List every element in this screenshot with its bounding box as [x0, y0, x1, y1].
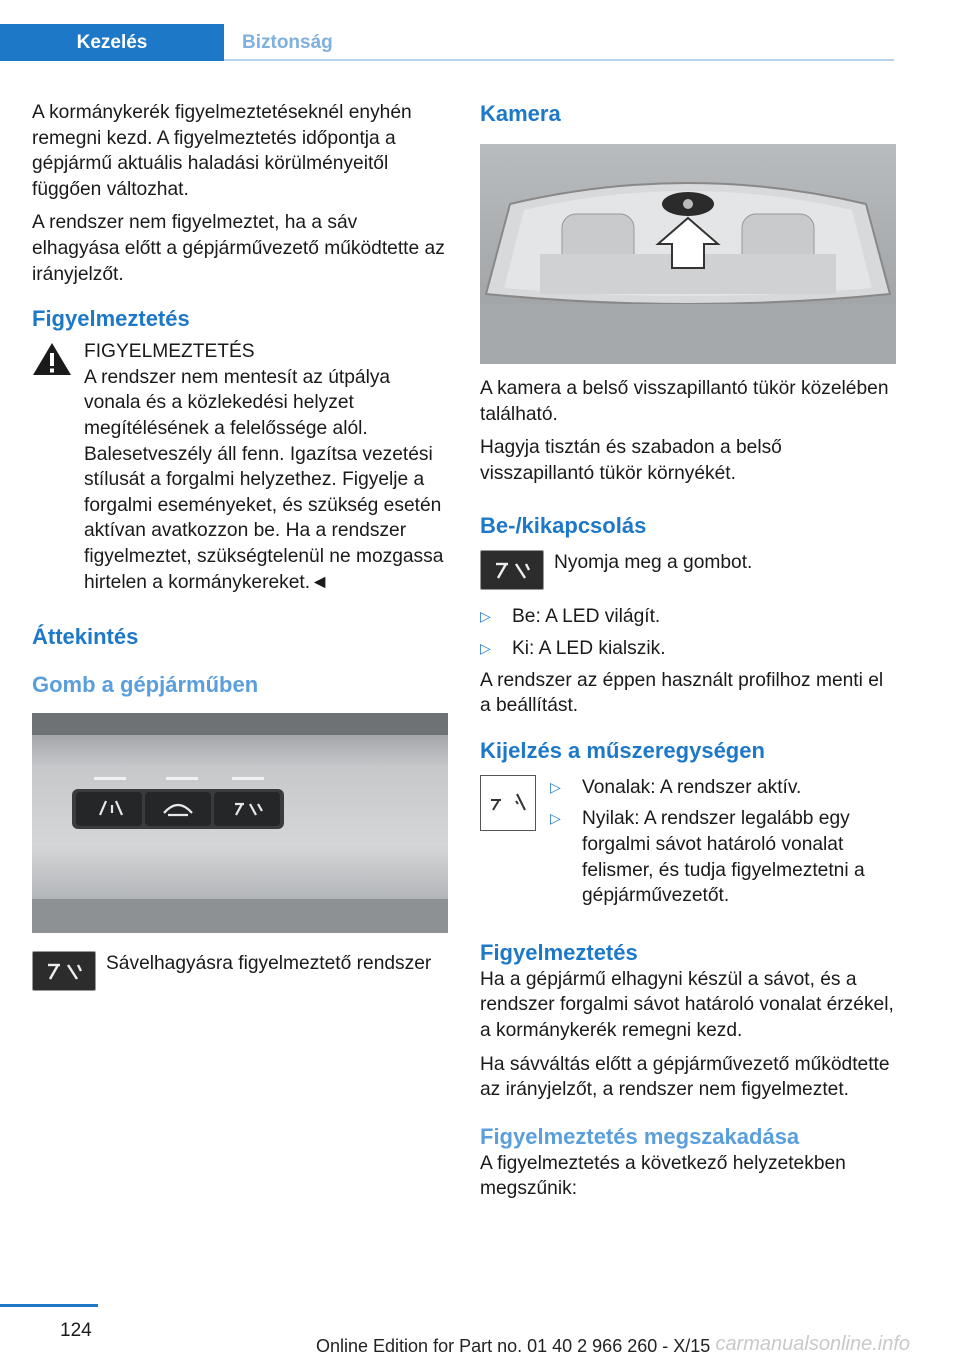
lane-departure-button-icon	[480, 550, 544, 590]
footer-rule	[0, 1304, 98, 1307]
left-column	[32, 100, 448, 991]
warning-block	[32, 339, 448, 595]
button-panel-photo	[32, 713, 448, 933]
heading-camera: Kamera	[480, 101, 561, 126]
heading-button-in-vehicle: Gomb a gépjárműben	[32, 672, 259, 698]
triangle-bullet-icon: ▷	[550, 778, 561, 795]
list-item: ▷ Be: A LED világít.	[480, 604, 896, 630]
lane-lines-display-icon	[480, 775, 536, 831]
display-list	[536, 775, 896, 915]
heading-on-off: Be-/kikapcsolás	[480, 513, 647, 539]
paragraph: A figyelmeztetés a következő helyzetekben megszűnik:	[480, 1152, 846, 1200]
list-item: ▷ Nyilak: A rendszer legalább egy forgalmi sávot határoló vonalat felismer, és tudja figyelmeztetni a gépjárművezetőt.	[550, 808, 865, 907]
paragraph: A kamera a belső visszapillantó tükör közelében található.	[480, 378, 889, 425]
right-column	[480, 100, 896, 1210]
page-number: 124	[60, 1320, 92, 1341]
warning-text	[84, 365, 448, 595]
triangle-bullet-icon: ▷	[550, 810, 561, 827]
triangle-bullet-icon: ▷	[480, 639, 491, 656]
heading-display: Kijelzés a műszeregységen	[480, 737, 765, 763]
watermark: carmanualsonline.info	[715, 1333, 910, 1355]
list-item: ▷ Vonalak: A rendszer aktív.	[550, 775, 896, 801]
tab-rule	[224, 59, 894, 61]
tab-biztonsag[interactable]: Biztonság	[242, 31, 333, 53]
paragraph: A rendszer nem figyelmeztet, ha a sáv elhagyása előtt a gépjárművezető működtette az irányjelzőt.	[32, 212, 445, 285]
heading-warning: Figyelmeztetés	[32, 306, 190, 332]
heading-overview: Áttekintés	[32, 624, 139, 650]
button-caption-row	[32, 951, 448, 991]
display-row	[480, 775, 896, 915]
paragraph: Ha sávváltás előtt a gépjárművezető működtette az irányjelzőt, a rendszer nem figyelmeztet.	[480, 1053, 890, 1101]
tab-kezeles[interactable]: Kezelés	[0, 24, 224, 61]
button-caption: Sávelhagyásra figyelmeztető rendszer	[106, 953, 432, 975]
triangle-bullet-icon: ▷	[480, 608, 491, 625]
paragraph: Ha a gépjármű elhagyni készül a sávot, és a rendszer forgalmi sávot határoló vonalat érzékel, a kormánykerék remegni kezd.	[480, 968, 894, 1041]
paragraph: Hagyja tisztán és szabadon a belső visszapillantó tükör környékét.	[480, 437, 782, 484]
on-off-list	[480, 604, 896, 661]
header-tabs	[0, 24, 894, 62]
list-item: ▷ Ki: A LED kialszik.	[480, 636, 896, 662]
warning-text-content: A rendszer nem mentesít az útpálya vonala és a közlekedési helyzet megítélésének a felelőssége alól. Balesetveszély áll fenn. Igazítsa vezetési stílusát a forgalmi helyzethez. Figyelje a forgalmi eseményeket, és szükség esetén aktívan avatkozzon be. Ha a rendszer figyelmeztet, szükségtelenül ne mozgassa hirtelen a kormánykereket.◄	[84, 366, 444, 593]
press-button-text: Nyomja meg a gombot.	[554, 552, 753, 574]
warning-triangle-icon	[32, 341, 72, 377]
lane-departure-button-icon	[32, 951, 96, 991]
warning-title: FIGYELMEZTETÉS	[84, 341, 255, 363]
paragraph: A rendszer az éppen használt profilhoz menti el a beállítást.	[480, 669, 884, 717]
heading-warning-2: Figyelmeztetés	[480, 939, 638, 965]
edition-text: Online Edition for Part no. 01 40 2 966 260 - X/15	[316, 1336, 711, 1356]
paragraph: A kormánykerék figyelmeztetéseknél enyhén remegni kezd. A figyelmeztetés időpontja a gépjármű aktuális haladási körülményeitől függően változhat.	[32, 102, 412, 200]
camera-photo	[480, 144, 896, 364]
press-button-row	[480, 550, 896, 590]
heading-warning-interruption: Figyelmeztetés megszakadása	[480, 1123, 800, 1149]
